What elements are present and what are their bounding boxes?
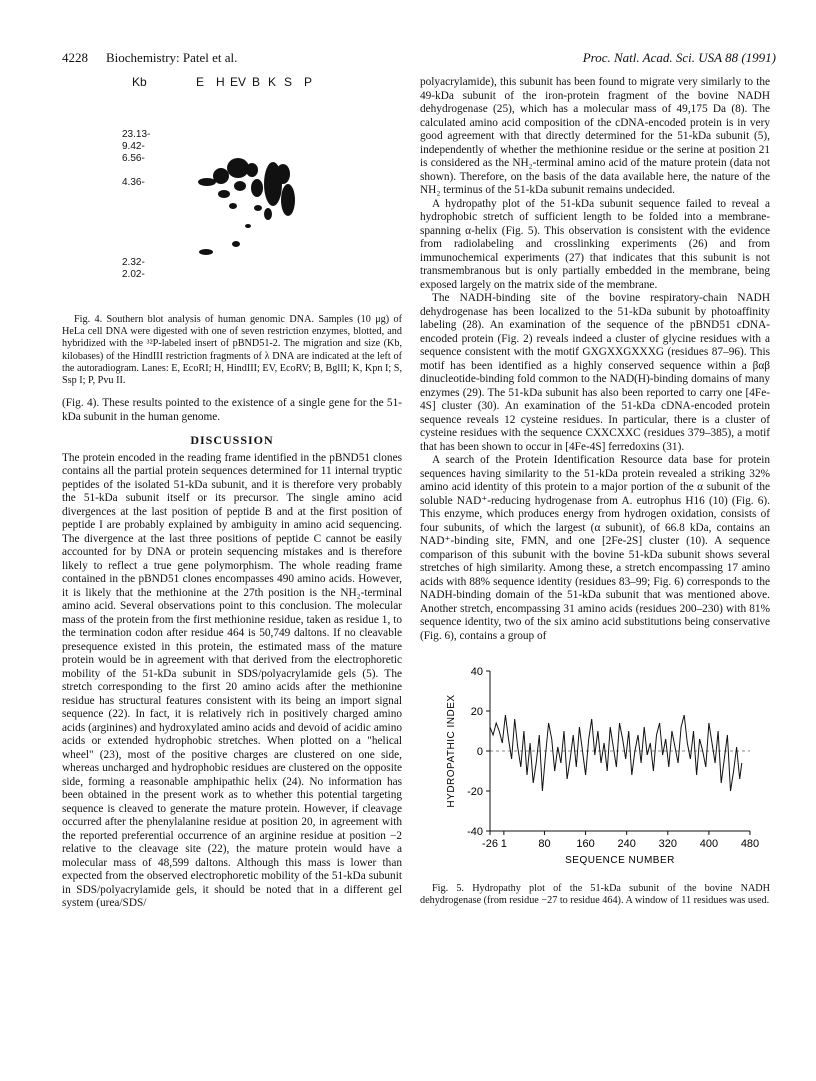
- y-tick-label: 40: [470, 666, 483, 678]
- figure-5-caption-body: Hydropathy plot of the 51-kDa subunit of the bovine NADH dehydrogenase (from residue −27 to residue 464). A window of 11 residues was used.: [420, 883, 771, 907]
- figure-5-caption-title: Fig. 5.: [432, 883, 464, 894]
- autoradiogram-image: [62, 76, 402, 308]
- figure-4-southern-blot: [62, 76, 402, 308]
- publication-citation: Proc. Natl. Acad. Sci. USA 88 (1991): [582, 50, 776, 65]
- figure-4-caption-body: Southern blot analysis of human genomic DNA. Samples (10 μg) of HeLa cell DNA were digested with one of seven restriction enzymes, blotted, and hybridized with the ³²P-labeled insert of pBND51-2. The migration and size (Kb, kilobases) of the HindIII restriction fragments of λ DNA are indicated at the left of the autoradiogram. Lanes: E, EcoRI; H, HindIII; EV, EcoRV; B, BglII; K, Kpn I; S, Ssp I; P, Pvu II.: [62, 314, 402, 387]
- lane-label: H: [216, 75, 225, 89]
- paragraph: The protein encoded in the reading frame identified in the pBND51 clones contains all the partial protein sequences determined for 11 internal tryptic peptides of the isolated 51-kDa subunit, and it is therefore very probably the 51-kDa subunit itself or its precursor. The single amino acid divergences at the last position of peptide B and at the first position of peptide I are probably explained by ambiguity in amino acid sequencing. The divergence at the last three positions of peptide C cannot be easily accounted for by DNA or protein sequencing mistakes and is therefore likely to reflect a true gene polymorphism. The whole reading frame contained in the pBND51 clones encompasses 490 amino acids. However, it is likely that the methionine at the 27th position is the NH₂-terminal amino acid. Several observations point to this conclusion. The molecular mass of the protein from the first methionine residue, taken as residue 1, to the termination codon after residue 464 is 50,749 daltons. If no cleavable presequence existed in this protein, the estimated mass of the mature protein would be in agreement with that derived from the electrophoretic mobility of the 51-kDa subunit in SDS/polyacrylamide gels (5). The stretch corresponding to the first 20 amino acids after the methionine residue has structural features consistent with its being an import signal sequence (22). In fact, it is relatively rich in positively charged amino acids (arginines) and hydroxylated amino acids and devoid of acidic amino acids or extended hydrophobic stretches. When plotted on a "helical wheel" (23), most of the positive charges are clustered on one side, whereas uncharged and hydrophobic residues are clustered on the opposite side, forming a reasonable amphipathic helix (24). No information has been obtained in the present work as to whether this potential targeting sequence is cleaved to generate the mature protein. However, if cleavage occurred after the phenylalanine residue at position 20, in agreement with the reported preferential occurrence of an arginine residue at position −2 relative to the cleavage site (22), the mature protein would have a molecular mass of 48,599 daltons. Although this mass is lower than expected from the observed electrophoretic mobility of the 51-kDa subunit in SDS/polyacrylamide gels, it should be noted that in a different gel system (urea/SDS/: [62, 451, 402, 910]
- size-marker: 23.13-: [122, 129, 151, 140]
- x-tick-label: 1: [500, 838, 507, 850]
- y-axis-title: HYDROPATHIC INDEX: [446, 694, 457, 808]
- lane-label: E: [196, 75, 205, 89]
- lane-label: EV: [230, 75, 247, 89]
- x-tick-label: 160: [576, 838, 595, 850]
- y-tick-label: -40: [467, 826, 483, 838]
- x-axis-title: SEQUENCE NUMBER: [565, 855, 675, 866]
- figure-5-hydropathy-plot: [420, 651, 770, 881]
- hydropathy-series-line: [490, 715, 742, 791]
- section-heading: DISCUSSION: [190, 433, 274, 448]
- page-header: [62, 50, 776, 70]
- y-tick-label: 0: [476, 746, 483, 758]
- lane-label: S: [284, 75, 293, 89]
- paragraph: A search of the Protein Identification Resource data base for protein sequences having similarity to the 51-kDa protein revealed a striking 32% amino acid identity of this protein to a major portion of the α subunit of the soluble NAD⁺-reducing hydrogenase from A. eutrophus H16 (10) (Fig. 6). This enzyme, which produces energy from hydrogen oxidation, consists of four subunits, of which the largest (α subunit), of 66.8 kDa, contains an NAD⁺-binding site, FMN, and one [2Fe-2S] cluster (10). A sequence comparison of this subunit with the bovine 51-kDa subunit shows several stretches of high similarity. Among these, a stretch encompassing 17 amino acids with 88% sequence identity (residues 83–99; Fig. 6) corresponds to the NADH-binding domain of the 51-kDa subunit that was mentioned above. Another stretch, encompassing 31 amino acids (residues 200–230) with 81% sequence identity, two of the six amino acid substitutions being conservative (Fig. 6), contains a group of: [420, 454, 770, 642]
- figure-5-caption: [420, 883, 770, 907]
- size-marker: 6.56-: [122, 153, 145, 164]
- x-tick-label: 80: [538, 838, 551, 850]
- paragraph: The NADH-binding site of the bovine respiratory-chain NADH dehydrogenase has been localized to the 51-kDa subunit by photoaffinity labeling (28). An examination of the sequence of the pBND51 cDNA-encoded protein (Fig. 2) reveals indeed a cluster of glycine residues with a sequence consistent with the motif GXGXXGXXXG (residues 87–96). This motif has been identified as a highly conserved sequence within a βαβ dinucleotide-binding fold common to the NAD(H)-binding domains of many enzymes (29). The 51-kDa subunit has also been reported to carry one [4Fe-4S] cluster (30). An examination of the 51-kDa cDNA-encoded protein sequence reveals 12 cysteine residues. In particular, there is a cluster of cysteine residues with the sequence CXXCXXC (residues 379–385), a motif that has been shown to occur in [4Fe-4S] ferredoxins (31).: [420, 292, 770, 453]
- size-marker: 9.42-: [122, 141, 145, 152]
- paragraph: A hydropathy plot of the 51-kDa subunit sequence failed to reveal a hydrophobic stretch of sufficient length to be folded into a membrane-spanning α-helix (Fig. 5). This observation is consistent with the evidence from radiolabeling and crosslinking experiments (26) and from immunochemical experiments (27) that indicates that this subunit is not transmembranous but is only partially embedded in the membrane, being exposed largely on the matrix side of the membrane.: [420, 197, 770, 291]
- lane-label: K: [268, 75, 277, 89]
- size-marker: 2.32-: [122, 257, 145, 268]
- x-tick-label: 240: [617, 838, 636, 850]
- kb-label: Kb: [132, 75, 147, 89]
- x-tick-label: -26: [482, 838, 498, 850]
- x-tick-label: 400: [699, 838, 719, 850]
- journal-running-head: Biochemistry: Patel et al.: [106, 50, 238, 65]
- figure-4-caption-title: Fig. 4.: [74, 314, 103, 325]
- figure-4-caption: [62, 314, 402, 387]
- y-tick-label: -20: [467, 786, 483, 798]
- paragraph: polyacrylamide), this subunit has been found to migrate very similarly to the 49-kDa subunit of the iron-protein fragment of the bovine NADH dehydrogenase (25), which has a molecular mass of 49,175 Da (8). The calculated amino acid composition of the cDNA-encoded protein is in very good agreement with that directly determined for the 51-kDa subunit (5), independently of whether the methionine residue or the serine at position 21 is considered as the NH₂-terminal amino acid of the mature protein (data not shown). Therefore, on the basis of the data available here, the nature of the NH₂ terminus of the 51-kDa subunit remains undecided.: [420, 76, 770, 196]
- lane-label: B: [252, 75, 261, 89]
- size-marker: 2.02-: [122, 269, 145, 280]
- lane-label: P: [304, 75, 313, 89]
- x-tick-label: 320: [658, 838, 677, 850]
- paragraph: (Fig. 4). These results pointed to the existence of a single gene for the 51-kDa subunit in the human genome.: [62, 397, 402, 423]
- right-column: [420, 76, 770, 907]
- x-tick-label: 480: [740, 838, 760, 850]
- left-column: [62, 76, 402, 911]
- size-marker: 4.36-: [122, 177, 145, 188]
- y-tick-label: 20: [470, 706, 483, 718]
- page-number: 4228: [62, 50, 88, 65]
- hydropathy-chart-svg: [420, 651, 770, 881]
